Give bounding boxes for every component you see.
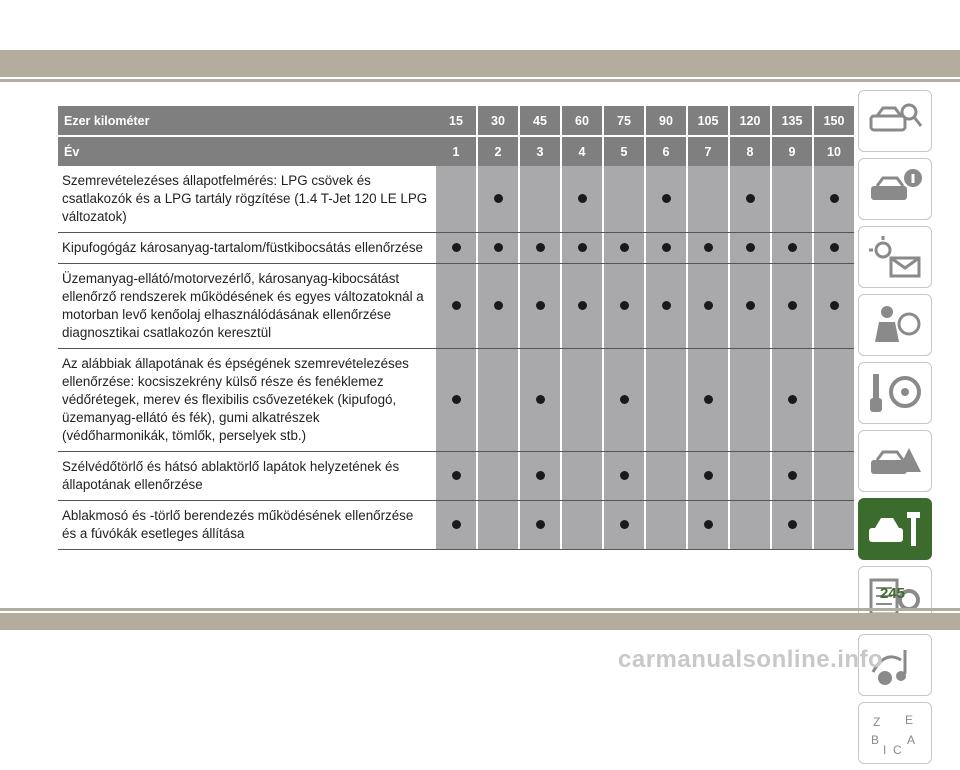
- required-dot-icon: [494, 194, 503, 203]
- header-value: 9: [772, 136, 812, 166]
- table-row: [58, 349, 854, 452]
- svg-text:Z: Z: [873, 715, 881, 729]
- required-dot-icon: [536, 301, 545, 310]
- required-dot-icon: [494, 243, 503, 252]
- table-row: [58, 264, 854, 349]
- schedule-cell: [436, 349, 476, 452]
- schedule-cell: [688, 452, 728, 501]
- required-dot-icon: [536, 520, 545, 529]
- chapter-tab[interactable]: [858, 362, 932, 424]
- schedule-cell: [520, 452, 560, 501]
- schedule-cell: [730, 501, 770, 550]
- schedule-cell: [604, 452, 644, 501]
- required-dot-icon: [704, 395, 713, 404]
- header-label: Év: [58, 136, 436, 166]
- required-dot-icon: [830, 243, 839, 252]
- schedule-cell: [688, 233, 728, 264]
- required-dot-icon: [536, 471, 545, 480]
- required-dot-icon: [620, 243, 629, 252]
- required-dot-icon: [830, 301, 839, 310]
- car-info-icon: [865, 166, 925, 212]
- schedule-cell: [478, 349, 518, 452]
- schedule-cell: [688, 349, 728, 452]
- warning-light-message-icon: [865, 234, 925, 280]
- header-row-years: [58, 136, 854, 166]
- car-breakdown-icon: [865, 438, 925, 484]
- schedule-cell: [814, 264, 854, 349]
- airbag-seatbelt-icon: [865, 302, 925, 348]
- watermark: carmanualsonline.info: [618, 646, 884, 673]
- schedule-cell: [562, 452, 602, 501]
- schedule-cell: [478, 233, 518, 264]
- schedule-cell: [604, 166, 644, 233]
- page-number: 245: [880, 585, 906, 602]
- required-dot-icon: [704, 243, 713, 252]
- required-dot-icon: [536, 243, 545, 252]
- chapter-tab[interactable]: [858, 498, 932, 560]
- required-dot-icon: [578, 243, 587, 252]
- row-description: Szélvédőtörlő és hátsó ablaktörlő lapátok helyzetének és állapotának ellenőrzése: [58, 452, 436, 501]
- schedule-cell: [520, 349, 560, 452]
- schedule-cell: [520, 166, 560, 233]
- header-value: 150: [814, 106, 854, 136]
- schedule-cell: [436, 501, 476, 550]
- schedule-cell: [436, 452, 476, 501]
- schedule-cell: [772, 166, 812, 233]
- chapter-tab[interactable]: [858, 430, 932, 492]
- svg-text:A: A: [907, 733, 916, 747]
- chapter-tab[interactable]: [858, 90, 932, 152]
- schedule-cell: [520, 501, 560, 550]
- header-value: 135: [772, 106, 812, 136]
- schedule-cell: [772, 349, 812, 452]
- top-decorative-bar: [0, 50, 960, 77]
- required-dot-icon: [704, 471, 713, 480]
- schedule-cell: [478, 264, 518, 349]
- schedule-cell: [730, 166, 770, 233]
- schedule-cell: [562, 349, 602, 452]
- header-value: 15: [436, 106, 476, 136]
- chapter-tab[interactable]: [858, 158, 932, 220]
- header-value: 75: [604, 106, 644, 136]
- schedule-cell: [646, 501, 686, 550]
- schedule-cell: [730, 264, 770, 349]
- schedule-cell: [730, 452, 770, 501]
- table-row: [58, 452, 854, 501]
- car-search-icon: [865, 98, 925, 144]
- header-value: 60: [562, 106, 602, 136]
- header-value: 3: [520, 136, 560, 166]
- schedule-cell: [604, 233, 644, 264]
- required-dot-icon: [620, 471, 629, 480]
- schedule-cell: [604, 501, 644, 550]
- required-dot-icon: [662, 243, 671, 252]
- schedule-cell: [730, 233, 770, 264]
- schedule-cell: [478, 452, 518, 501]
- required-dot-icon: [746, 243, 755, 252]
- header-value: 30: [478, 106, 518, 136]
- schedule-cell: [478, 501, 518, 550]
- header-value: 45: [520, 106, 560, 136]
- header-value: 5: [604, 136, 644, 166]
- schedule-cell: [562, 233, 602, 264]
- bottom-decorative-bar: [0, 613, 960, 630]
- required-dot-icon: [452, 471, 461, 480]
- required-dot-icon: [620, 395, 629, 404]
- required-dot-icon: [788, 471, 797, 480]
- schedule-cell: [436, 233, 476, 264]
- top-margin: [0, 0, 960, 50]
- required-dot-icon: [788, 395, 797, 404]
- key-steering-wheel-icon: [865, 370, 925, 416]
- required-dot-icon: [704, 301, 713, 310]
- row-description: Az alábbiak állapotának és épségének szemrevételezéses ellenőrzése: kocsiszekrény külső része és fenéklemez védőrétegek, merev és flexibilis csővezetékek (kipufogó, üzemanyag-ellátó és fék), gumi alkatrészek (védőharmonikák, tömlők, perselyek stb.): [58, 349, 436, 452]
- row-description: Szemrevételezéses állapotfelmérés: LPG csövek és csatlakozók és a LPG tartály rögzítése (1.4 T-Jet 120 LE LPG változatok): [58, 166, 436, 233]
- header-value: 6: [646, 136, 686, 166]
- schedule-cell: [688, 166, 728, 233]
- car-wrench-icon: [865, 506, 925, 552]
- row-description: Kipufogógáz károsanyag-tartalom/füstkibocsátás ellenőrzése: [58, 233, 436, 264]
- header-value: 90: [646, 106, 686, 136]
- schedule-cell: [814, 349, 854, 452]
- required-dot-icon: [452, 243, 461, 252]
- row-description: Üzemanyag-ellátó/motorvezérlő, károsanyag-kibocsátást ellenőrző rendszerek működésének és egyes változatoknál a motorban levő kenőolaj elhasználódásának ellenőrzése diagnosztikai csatlakozón keresztül: [58, 264, 436, 349]
- schedule-cell: [562, 501, 602, 550]
- table-row: [58, 166, 854, 233]
- required-dot-icon: [788, 301, 797, 310]
- alphabetical-index-icon: [865, 710, 925, 756]
- schedule-cell: [814, 501, 854, 550]
- row-description: Ablakmosó és -törlő berendezés működésének ellenőrzése és a fúvókák esetleges állítása: [58, 501, 436, 550]
- required-dot-icon: [620, 301, 629, 310]
- schedule-cell: [478, 166, 518, 233]
- schedule-cell: [772, 452, 812, 501]
- required-dot-icon: [746, 301, 755, 310]
- header-value: 7: [688, 136, 728, 166]
- required-dot-icon: [620, 520, 629, 529]
- schedule-cell: [730, 349, 770, 452]
- required-dot-icon: [494, 301, 503, 310]
- schedule-cell: [520, 264, 560, 349]
- required-dot-icon: [536, 395, 545, 404]
- required-dot-icon: [578, 194, 587, 203]
- required-dot-icon: [704, 520, 713, 529]
- chapter-tab[interactable]: [858, 226, 932, 288]
- chapter-tab[interactable]: [858, 702, 932, 764]
- schedule-cell: [646, 233, 686, 264]
- header-value: 120: [730, 106, 770, 136]
- required-dot-icon: [452, 520, 461, 529]
- svg-text:C: C: [893, 743, 902, 756]
- required-dot-icon: [746, 194, 755, 203]
- required-dot-icon: [830, 194, 839, 203]
- header-value: 8: [730, 136, 770, 166]
- required-dot-icon: [452, 301, 461, 310]
- schedule-cell: [436, 166, 476, 233]
- schedule-cell: [646, 264, 686, 349]
- schedule-cell: [646, 452, 686, 501]
- required-dot-icon: [788, 520, 797, 529]
- schedule-cell: [814, 233, 854, 264]
- chapter-tab[interactable]: [858, 294, 932, 356]
- required-dot-icon: [662, 301, 671, 310]
- schedule-cell: [688, 264, 728, 349]
- table-row: [58, 233, 854, 264]
- header-value: 105: [688, 106, 728, 136]
- schedule-cell: [772, 233, 812, 264]
- required-dot-icon: [788, 243, 797, 252]
- header-value: 4: [562, 136, 602, 166]
- top-decorative-line: [0, 79, 960, 82]
- header-label: Ezer kilométer: [58, 106, 436, 136]
- header-value: 1: [436, 136, 476, 166]
- required-dot-icon: [578, 301, 587, 310]
- schedule-cell: [604, 349, 644, 452]
- schedule-cell: [436, 264, 476, 349]
- schedule-cell: [814, 452, 854, 501]
- bottom-decorative-line: [0, 608, 960, 611]
- schedule-cell: [688, 501, 728, 550]
- schedule-cell: [772, 264, 812, 349]
- schedule-cell: [772, 501, 812, 550]
- table-row: [58, 501, 854, 550]
- maintenance-schedule-table: [58, 106, 854, 550]
- schedule-cell: [646, 349, 686, 452]
- schedule-cell: [562, 264, 602, 349]
- header-row-kilometers: [58, 106, 854, 136]
- header-value: 2: [478, 136, 518, 166]
- schedule-cell: [604, 264, 644, 349]
- svg-text:E: E: [905, 713, 914, 727]
- schedule-cell: [814, 166, 854, 233]
- svg-text:I: I: [883, 743, 887, 756]
- schedule-cell: [562, 166, 602, 233]
- schedule-cell: [646, 166, 686, 233]
- header-value: 10: [814, 136, 854, 166]
- required-dot-icon: [452, 395, 461, 404]
- svg-text:B: B: [871, 733, 880, 747]
- schedule-cell: [520, 233, 560, 264]
- required-dot-icon: [662, 194, 671, 203]
